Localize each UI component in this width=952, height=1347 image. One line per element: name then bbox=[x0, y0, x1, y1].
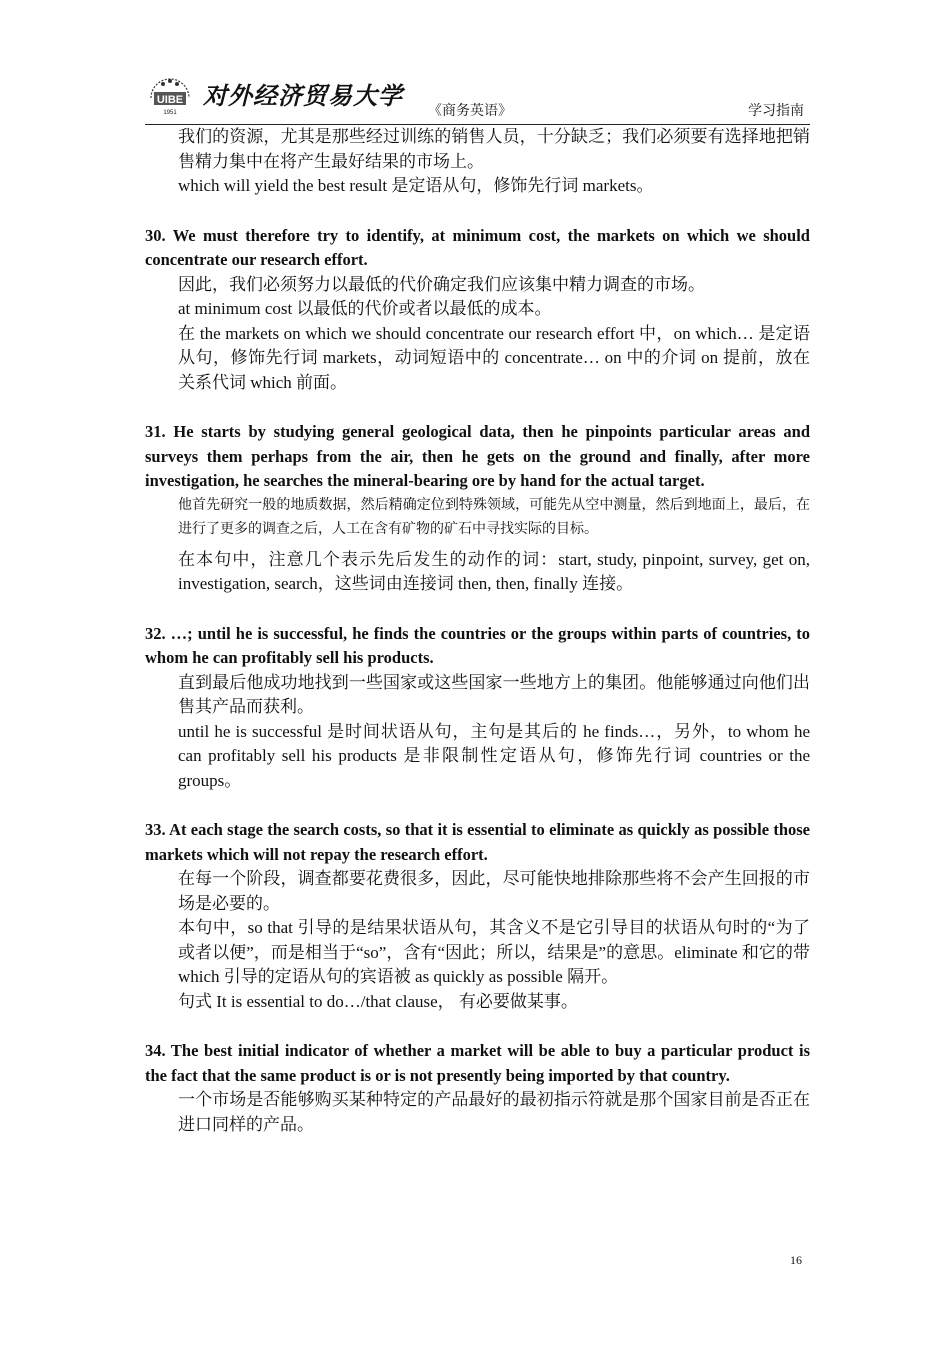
note-31: 在本句中，注意几个表示先后发生的动作的词：start, study, pinpoint, survey, get on, investigation, search，这些词由连接词 then, then, finally 连接。 bbox=[178, 549, 810, 593]
svg-text:UIBE: UIBE bbox=[156, 94, 184, 106]
translation-31: 他首先研究一般的地质数据，然后精确定位到特殊领域，可能先从空中测量，然后到地面上，最后，在进行了更多的调查之后，人工在含有矿物的矿石中寻找实际的目标。 bbox=[178, 497, 810, 537]
translation-30: 因此，我们必须努力以最低的代价确定我们应该集中精力调查的市场。 bbox=[178, 274, 705, 294]
note-30-phrase: at minimum cost 以最低的代价或者以最低的成本。 bbox=[178, 299, 552, 318]
question-30: 30. We must therefore try to identify, at minimum cost, the markets on which we should concentrate our research effort. bbox=[145, 225, 810, 269]
item-30 bbox=[145, 224, 810, 396]
translation-34: 一个市场是否能够购买某种特定的产品最好的最初指示符就是那个国家目前是否正在进口同样的产品。 bbox=[178, 1090, 810, 1134]
note-33-grammar: 本句中，so that 引导的是结果状语从句，其含义不是它引导目的状语从句时的“为了或者以便”，而是相当于“so”，含有“因此；所以，结果是”的意思。eliminate 和它的带 which 引导的定语从句的宾语被 as quickly as possible 隔开。 bbox=[178, 918, 810, 986]
translation-33: 在每一个阶段，调查都要花费很多，因此，尽可能快地排除那些将不会产生回报的市场是必要的。 bbox=[178, 869, 810, 913]
question-34: 34. The best initial indicator of whether a market will be able to buy a particular product is the fact that the same product is or is not presently being imported by that country. bbox=[145, 1041, 810, 1085]
translation-32: 直到最后他成功地找到一些国家或这些国家一些地方上的集团。他能够通过向他们出售其产品而获利。 bbox=[178, 672, 810, 716]
note-32: until he is successful 是时间状语从句，主句是其后的 he finds…，另外，to whom he can profitably sell his products 是非限制性定语从句，修饰先行词 countries or the groups。 bbox=[178, 721, 810, 790]
item-34 bbox=[145, 1039, 810, 1137]
intro-note: which will yield the best result 是定语从句，修饰先行词 markets。 bbox=[178, 176, 654, 195]
logo-year: 1951 bbox=[163, 110, 177, 116]
question-32: 32. …; until he is successful, he finds the countries or the groups within parts of countries, to whom he can profitably sell his products. bbox=[145, 623, 810, 667]
university-logo-icon bbox=[145, 68, 195, 118]
intro-translation: 我们的资源，尤其是那些经过训练的销售人员，十分缺乏；我们必须要有选择地把销售精力集中在将产生最好结果的市场上。 bbox=[178, 127, 810, 171]
item-32 bbox=[145, 622, 810, 794]
guide-label: 学习指南 bbox=[748, 104, 804, 119]
course-title: 《商务英语》 bbox=[428, 104, 512, 119]
item-31 bbox=[145, 420, 810, 597]
intro-block bbox=[145, 125, 810, 199]
item-33 bbox=[145, 818, 810, 1014]
university-name: 对外经济贸易大学 bbox=[203, 84, 403, 110]
note-30-grammar: 在 the markets on which we should concentrate our research effort 中，on which… 是定语从句，修饰先行词 markets，动词短语中的 concentrate… on 中的介词 on 提前，放在关系代词 which 前面。 bbox=[178, 323, 810, 392]
page-content bbox=[145, 125, 810, 1137]
page-number: 16 bbox=[790, 1253, 802, 1267]
page-header bbox=[145, 68, 810, 124]
note-33-pattern: 句式 It is essential to do…/that clause， 有必要做某事。 bbox=[178, 991, 578, 1011]
question-33: 33. At each stage the search costs, so that it is essential to eliminate as quickly as possible those markets which will not repay the research effort. bbox=[145, 820, 810, 864]
question-31: 31. He starts by studying general geological data, then he pinpoints particular areas and surveys them perhaps from the air, then he gets on the ground and finally, after more investigation, he searches the mineral-bearing ore by hand for the actual target. bbox=[145, 422, 810, 490]
